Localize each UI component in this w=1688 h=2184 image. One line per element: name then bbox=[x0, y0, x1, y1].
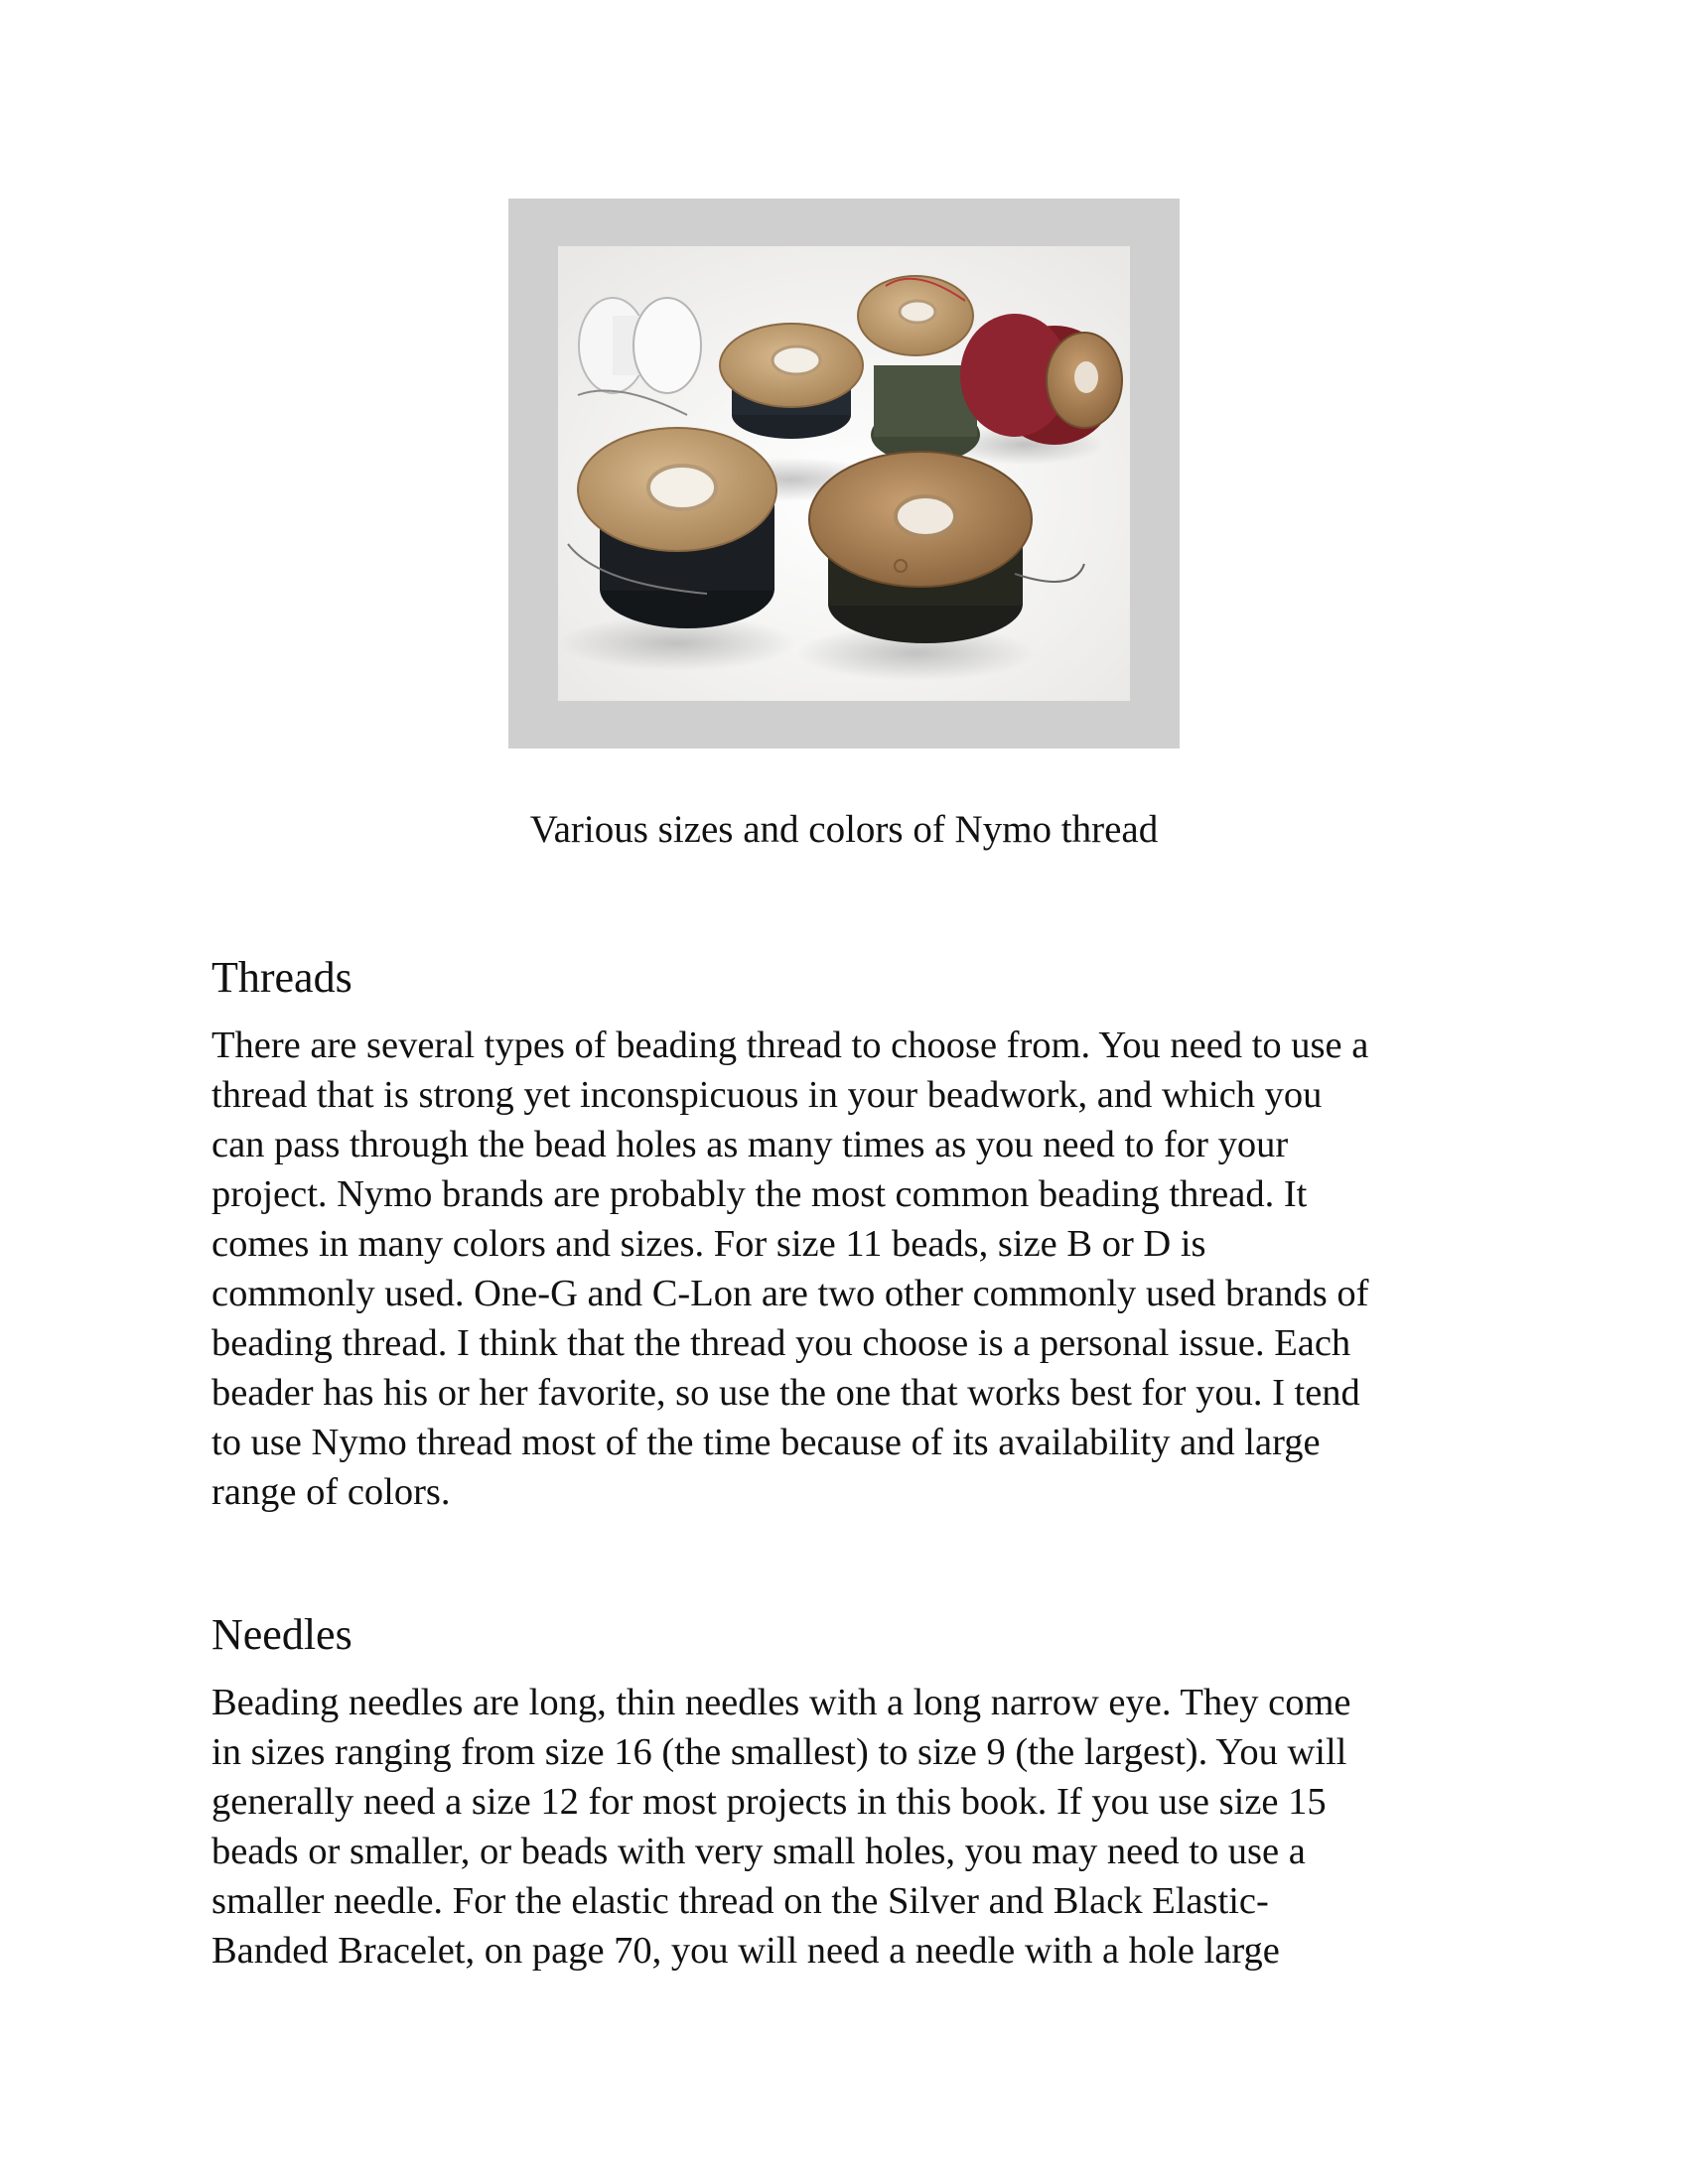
paragraph-line: to use Nymo thread most of the time because of its availability and large bbox=[211, 1422, 1321, 1463]
paragraph-line: commonly used. One-G and C-Lon are two other commonly used brands of bbox=[211, 1273, 1369, 1314]
threads-heading: Threads bbox=[211, 953, 352, 1002]
paragraph-line: range of colors. bbox=[211, 1471, 451, 1513]
paragraph-line: beading thread. I think that the thread you choose is a personal issue. Each bbox=[211, 1322, 1351, 1364]
paragraph-line: can pass through the bead holes as many times as you need to for your bbox=[211, 1124, 1289, 1165]
paragraph-line: thread that is strong yet inconspicuous in your beadwork, and which you bbox=[211, 1074, 1323, 1116]
paragraph-line: generally need a size 12 for most projects in this book. If you use size 15 bbox=[211, 1781, 1327, 1823]
paragraph-line: in sizes ranging from size 16 (the smallest) to size 9 (the largest). You will bbox=[211, 1731, 1347, 1773]
paragraph-line: Banded Bracelet, on page 70, you will need a needle with a hole large bbox=[211, 1930, 1280, 1972]
paragraph-line: comes in many colors and sizes. For size 11 beads, size B or D is bbox=[211, 1223, 1206, 1265]
paragraph-line: project. Nymo brands are probably the most common beading thread. It bbox=[211, 1173, 1308, 1215]
nymo-thread-spools-photo bbox=[558, 246, 1130, 701]
needles-heading: Needles bbox=[211, 1610, 352, 1659]
paragraph-line: smaller needle. For the elastic thread on the Silver and Black Elastic- bbox=[211, 1880, 1269, 1922]
paragraph-line: Beading needles are long, thin needles with a long narrow eye. They come bbox=[211, 1682, 1351, 1723]
paragraph-line: beads or smaller, or beads with very small holes, you may need to use a bbox=[211, 1831, 1306, 1872]
paragraph-line: beader has his or her favorite, so use the one that works best for you. I tend bbox=[211, 1372, 1360, 1414]
needles-paragraph bbox=[211, 1678, 1502, 1976]
figure-caption: Various sizes and colors of Nymo thread bbox=[529, 808, 1159, 851]
photo-frame bbox=[508, 199, 1180, 749]
threads-paragraph bbox=[211, 1021, 1502, 1517]
paragraph-line: There are several types of beading thread to choose from. You need to use a bbox=[211, 1024, 1369, 1066]
